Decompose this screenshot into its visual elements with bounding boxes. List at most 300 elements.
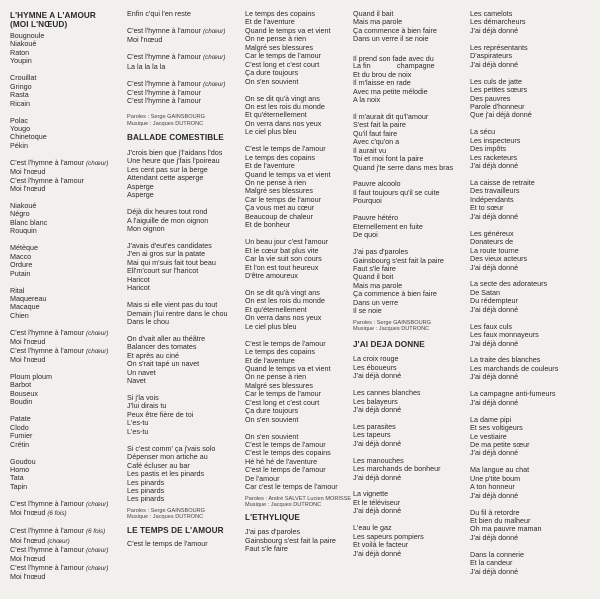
lyric-line: On d'vait aller au théâtre: [127, 333, 206, 343]
lyric-line: La caisse de retraite: [470, 178, 535, 187]
lyric-line: Les cent pas sur la berge: [127, 164, 208, 174]
lyric-line: Gringo: [10, 81, 32, 91]
lyric-line: Et ses voltigeurs: [470, 423, 523, 433]
lyric-line: Des travailleurs: [470, 186, 520, 196]
lyric-line: Et qu'éternellement: [245, 304, 307, 314]
column-4: [353, 10, 468, 558]
credit-music: Musique : Jacques DUTRONC: [127, 514, 204, 521]
lyric-line: De quoi: [353, 230, 378, 240]
stanza: [10, 202, 118, 236]
lyric-line: Ça commence à bien faire: [353, 289, 437, 299]
stanza: [353, 457, 468, 482]
lyric-line: Goudou: [10, 456, 36, 466]
column-1: [10, 10, 118, 582]
lyric-line: Gainsbourg s'est fait la paire: [245, 535, 336, 545]
lyric-line: Donateurs de: [470, 237, 514, 247]
lyric-line: Le vestiaire: [470, 431, 507, 441]
stanza: [353, 180, 468, 205]
lyric-line: Peux être fière de toi: [127, 409, 194, 419]
lyric-line: Moi l'nœud: [10, 184, 46, 194]
credit-lyrics: Paroles : Serge GAINSBOURG: [127, 114, 206, 121]
lyric-line: Quand le temps va et vient: [245, 169, 331, 179]
lyric-line: Dans un verre il se noie: [353, 34, 429, 44]
lyric-line: Il m'laisse en rade: [353, 78, 411, 88]
lyric-line: Niakoué: [10, 39, 37, 49]
stanza: [245, 340, 355, 425]
lyric-line: Dans la connerie: [470, 549, 524, 559]
lyric-line: Négro: [10, 209, 30, 219]
lyric-line: A l'aiguille de mon oignon: [127, 215, 209, 225]
lyric-line: Les éboueurs: [353, 362, 397, 372]
lyric-line: C'est le temps des copains: [245, 448, 331, 458]
credit-music: Musique : Jacques DUTRONC: [245, 502, 322, 509]
lyric-line: On verra dans nos yeux: [245, 313, 322, 323]
lyric-line: Moi l'nœud: [127, 35, 163, 45]
lyric-line: Les manouches: [353, 455, 404, 465]
lyric-line: Asperge: [127, 181, 154, 191]
lyric-line: Les pinards: [127, 486, 165, 495]
stanza: [353, 10, 468, 44]
lyric-line: C'est long et c'est court: [245, 59, 320, 69]
stanza: [470, 551, 595, 576]
lyric-line: Un navet: [127, 367, 156, 377]
lyric-line: C'est l'hymne à l'amour: [10, 175, 85, 185]
song-title-hymne: L'HYMNE A L'AMOUR: [10, 11, 96, 20]
lyric-line: C'est l'hymne à l'amour (6 fois): [10, 526, 106, 536]
lyric-line: Clodo: [10, 422, 29, 432]
credit-lyrics: Paroles : André SALVET Lucien MORISSE: [245, 495, 352, 502]
lyric-line: Macco: [10, 251, 32, 261]
stanza: [353, 113, 468, 172]
lyric-line: S'est fait la paire: [353, 120, 406, 130]
lyric-line: Et du brou de noix: [353, 69, 412, 79]
lyric-line: Chien: [10, 310, 29, 320]
lyric-line: C'est l'hymne à l'amour (chœur): [127, 25, 226, 35]
lyric-line: Fumier: [10, 431, 33, 441]
lyric-line: Moi l'nœud: [10, 355, 46, 365]
lyric-line: J'ai déjà donné: [470, 566, 519, 576]
lyric-line: De ma petite sœur: [470, 439, 530, 449]
lyric-line: J'ai déjà donné: [353, 548, 402, 558]
lyric-line: Hé hé hé de l'aventure: [245, 456, 318, 466]
stanza: [470, 466, 595, 500]
lyric-line: D'être amoureux: [245, 271, 298, 280]
stanza: [470, 179, 595, 221]
lyric-line: Haricot: [127, 274, 150, 284]
lyric-line: C'est l'hymne à l'amour (chœur): [10, 157, 109, 167]
lyric-line: De l'amour: [245, 473, 280, 483]
lyric-line: Le temps des copains: [245, 9, 315, 18]
lyric-line: C'est l'hymne à l'amour (chœur): [10, 545, 109, 554]
lyric-line: Mais si elle vient pas du tout: [127, 300, 218, 310]
refrain: [10, 329, 118, 365]
lyric-line: Patate: [10, 414, 31, 424]
lyric-line: La route tourne: [470, 245, 519, 255]
stanza: [127, 335, 239, 386]
lyric-line: C'est long et c'est court: [245, 397, 320, 407]
lyric-line: Qu'il faut faire: [353, 128, 398, 138]
song-title-deja-donne: J'AI DEJA DONNE: [353, 340, 425, 350]
stanza: [10, 32, 118, 66]
lyric-line: C'est le temps de l'amour: [245, 440, 326, 450]
stanza: [127, 301, 239, 326]
lyric-line: Moi l'nœud (chœur): [10, 535, 70, 545]
lyric-line: Les démarcheurs: [470, 17, 526, 27]
stanza: [10, 287, 118, 321]
lyric-line: Il prend son fade avec du: [353, 54, 434, 64]
song-subtitle-hymne: (MOI L'NŒUD): [10, 20, 68, 29]
lyric-line: Ploum ploum: [10, 372, 52, 381]
lyric-line: La dame pipi: [470, 414, 512, 424]
lyric-line: Et la candeur: [470, 558, 513, 568]
lyric-line: Les pinards: [127, 494, 165, 504]
lyric-line: Les pastis et les pinards: [127, 469, 205, 479]
stanza: [353, 423, 468, 448]
lyric-line: Demain j'lui rentre dans le chou: [127, 308, 228, 318]
lyric-line: La secte des adorateurs: [470, 279, 548, 289]
lyric-line: Le ciel plus bleu: [245, 321, 297, 331]
stanza: [353, 55, 468, 104]
lyric-line: Bouseux: [10, 388, 38, 398]
lyric-line: Polac: [10, 115, 28, 125]
lyric-line: Les petites sœurs: [470, 85, 528, 95]
stanza: [245, 95, 355, 137]
lyric-line: Ça dure toujours: [245, 68, 299, 78]
lyric-line: On s'en souvient: [245, 76, 299, 86]
stanza: [127, 208, 239, 233]
lyric-line: Café écluser au bar: [127, 460, 190, 470]
lyric-line: On s'en souvient: [245, 414, 299, 424]
lyric-line: Oh ma pauvre maman: [470, 524, 542, 534]
lyric-line: J'ai pas d'paroles: [353, 247, 409, 257]
lyric-line: L'es-tu: [127, 426, 149, 436]
lyric-line: Bougnoule: [10, 31, 45, 40]
lyric-line: Pauvre alcoolo: [353, 179, 401, 189]
lyric-line: C'est le temps de l'amour: [245, 338, 326, 348]
lyric-line: J'crois bien que j'l'aidans l'dos: [127, 147, 223, 157]
lyric-line: Parole d'honneur: [470, 101, 525, 111]
lyric-line: Chinetoque: [10, 132, 47, 142]
lyric-line: J'ai déjà donné: [353, 506, 402, 516]
lyric-line: J'avais d'eut'es candidates: [127, 240, 212, 250]
lyric-line: Balancer des tomates: [127, 342, 197, 352]
lyric-line: Et to sœur: [470, 203, 504, 213]
lyric-line: Si j'la vois: [127, 393, 159, 403]
stanza: [10, 458, 118, 492]
lyric-line: De Satan: [470, 287, 500, 297]
lyric-line: Maquereau: [10, 293, 47, 303]
lyric-line: Car la vie suit son cours: [245, 254, 322, 264]
credit-music: Musique : Jacques DUTRONC: [353, 325, 430, 332]
lyric-line: Des impôts: [470, 144, 506, 154]
stanza: [245, 433, 355, 492]
lyric-line: Tapin: [10, 481, 28, 491]
lyric-line: La fin: [353, 61, 371, 71]
stanza: [10, 373, 118, 407]
credit-lyrics: Paroles : Serge GAINSBOURG: [353, 319, 432, 326]
stanza: [470, 280, 595, 314]
stanza: [470, 356, 595, 381]
stanza: [470, 78, 595, 120]
lyric-line: Malgré ses blessures: [245, 42, 313, 52]
lyric-line: On est les rois du monde: [245, 296, 325, 306]
lyric-line: J'ai déjà donné: [470, 490, 519, 500]
lyric-line: Rasta: [10, 90, 29, 100]
stanza: [10, 415, 118, 449]
stanza: [353, 355, 468, 380]
lyric-line: Rouquin: [10, 226, 37, 236]
lyric-line: L'eau le gaz: [353, 523, 392, 533]
lyric-line: A ton honneur: [470, 482, 515, 492]
lyric-line: C'est l'hymne à l'amour: [127, 88, 202, 98]
lyric-line: C'est l'hymne à l'amour (chœur): [10, 345, 109, 355]
lyric-line: Ma langue au chat: [470, 465, 530, 475]
lyric-line: On ne pense à rien: [245, 34, 307, 44]
stanza: [10, 244, 118, 278]
lyric-line: Les tapeurs: [353, 430, 391, 440]
lyric-line: Les culs de jatte: [470, 76, 522, 86]
lyric-line: Malgré ses blessures: [245, 380, 313, 390]
lyric-line: Beaucoup de chaleur: [245, 211, 313, 221]
lyric-line: On ne pense à rien: [245, 372, 307, 382]
lyric-line: La vignette: [353, 489, 389, 499]
lyric-line: Niakoué: [10, 201, 37, 210]
stanza: [353, 524, 468, 558]
lyric-line: champagne: [397, 60, 435, 70]
lyric-line: Si c'est comm' ça j'vais solo: [127, 443, 216, 453]
lyric-line: Du rédempteur: [470, 296, 518, 306]
lyric-line: Putain: [10, 268, 31, 278]
lyric-line: On s'en souvient: [245, 431, 299, 441]
lyric-line: On s'rait tapé un navet: [127, 359, 200, 369]
lyric-line: Youpin: [10, 56, 32, 66]
stanza: [353, 389, 468, 414]
lyric-line: Pékin: [10, 140, 28, 150]
lyric-line: Une p'tite boum: [470, 473, 521, 483]
lyric-line: J'en ai gros sur la patate: [127, 249, 206, 259]
lyric-line: J'ai déjà donné: [353, 371, 402, 381]
lyric-line: On se dit qu'à vingt ans: [245, 287, 320, 297]
lyric-line: Pourquoi: [353, 196, 382, 206]
stanza: [470, 44, 595, 69]
stanza: [10, 74, 118, 108]
lyric-line: Moi l'nœud (6 fois): [10, 508, 67, 518]
lyric-line: Faut s'le faire: [245, 544, 288, 554]
credit-lyrics: Paroles : Serge GAINSBOURG: [127, 507, 206, 514]
stanza: [470, 230, 595, 272]
lyric-line: Attendant cette asperge: [127, 173, 204, 183]
lyric-line: Mais ma parole: [353, 17, 403, 27]
lyric-line: Quand il boit: [353, 272, 394, 282]
lyric-line: Car c'est le temps de l'amour: [245, 482, 338, 492]
lyric-line: Les généreux: [470, 228, 514, 238]
stanza: [470, 390, 595, 407]
lyric-line: Enfin c'qui l'en reste: [127, 9, 191, 18]
stanza: [245, 10, 355, 86]
lyric-line: La sécu: [470, 127, 496, 137]
lyric-line: Dépenser mon artiche au: [127, 452, 208, 462]
stanza: [353, 490, 468, 515]
lyric-line: C'est l'hymne à l'amour (chœur): [127, 78, 226, 88]
lyric-line: Les camelots: [470, 9, 513, 18]
lyric-line: Crétin: [10, 439, 30, 449]
lyric-line: Il m'aurait dit qu'l'amour: [353, 111, 429, 121]
lyric-line: J'ai déjà donné: [470, 262, 519, 272]
stanza: [470, 509, 595, 543]
lyric-line: D'aspirateurs: [470, 51, 513, 61]
stanza: [470, 416, 595, 458]
stanza: [353, 248, 468, 316]
lyric-line: J'ai déjà donné: [470, 59, 519, 69]
lyric-line: Et le téléviseur: [353, 497, 401, 507]
lyric-line: Ça dure toujours: [245, 406, 299, 416]
refrain: [10, 159, 118, 194]
lyric-line: Barbot: [10, 380, 32, 390]
lyric-line: Malgré ses blessures: [245, 186, 313, 196]
lyric-line: L'es-tu: [127, 418, 149, 428]
lyric-line: Et de bonheur: [245, 220, 291, 230]
lyric-line: Les inspecteurs: [470, 135, 521, 145]
lyric-line: Et qu'éternellement: [245, 110, 307, 120]
lyric-line: Rital: [10, 285, 25, 295]
lyric-line: Mais ma parole: [353, 280, 403, 290]
column-5: [470, 10, 595, 576]
column-2: [127, 10, 239, 548]
stanza: [127, 445, 239, 504]
lyric-line: Moi l'nœud: [10, 167, 46, 177]
lyric-line: Tata: [10, 473, 24, 483]
lyric-line: C'est le temps de l'amour: [245, 465, 326, 475]
lyric-line: Les faux monnayeurs: [470, 330, 539, 340]
lyric-line: Il se noie: [353, 306, 382, 316]
stanza: [470, 323, 595, 348]
refrain: [10, 500, 118, 582]
lyric-line: Moi l'nœud: [10, 572, 46, 582]
lyric-line: Métèque: [10, 243, 38, 253]
lyric-line: C'est le temps de l'amour: [127, 538, 208, 548]
lyric-line: Avec c'qu'on a: [353, 137, 400, 147]
lyric-line: C'est l'hymne à l'amour (chœur): [10, 327, 109, 337]
lyric-line: La campagne anti-fumeurs: [470, 389, 556, 399]
lyric-line: Mon oignon: [127, 224, 165, 234]
lyric-line: Les cannes blanches: [353, 388, 421, 398]
lyric-line: Du fil à retordre: [470, 507, 520, 517]
lyric-line: J'ai déjà donné: [470, 372, 519, 382]
stanza: [470, 128, 595, 170]
stanza: [127, 149, 239, 200]
credit-music: Musique : Jacques DUTRONC: [127, 120, 204, 127]
lyric-line: C'est le temps de l'amour: [245, 144, 326, 154]
column-3: [245, 10, 355, 554]
lyric-line: Déjà dix heures tout rond: [127, 207, 208, 217]
stanza: [127, 394, 239, 436]
lyric-line: Haricot: [127, 283, 150, 293]
lyric-line: Et le cœur bat plus vite: [245, 245, 319, 255]
lyric-line: J'ai déjà donné: [353, 438, 402, 448]
lyric-line: Des vieux acteurs: [470, 254, 528, 264]
stanza: [353, 214, 468, 239]
lyric-line: Les racketeurs: [470, 152, 518, 162]
lyric-line: Une heure que j'fais l'poireau: [127, 156, 220, 166]
lyric-line: J'lui dirais tu: [127, 401, 167, 411]
lyric-line: J'ai déjà donné: [353, 404, 402, 414]
lyric-line: La croix rouge: [353, 354, 399, 364]
lyric-line: Avec ma petite mélodie: [353, 86, 428, 96]
stanza: [245, 145, 355, 230]
stanza: [245, 238, 355, 280]
lyric-line: Dans un verre: [353, 297, 399, 307]
lyric-line: Quand j'te serre dans mes bras: [353, 162, 454, 172]
lyric-line: La la la la la: [127, 61, 166, 71]
lyric-line: On ne pense à rien: [245, 178, 307, 188]
lyric-line: Crouillat: [10, 73, 37, 83]
lyric-line: Yougo: [10, 123, 31, 133]
lyric-line: La traite des blanches: [470, 355, 541, 365]
song-title-ethylique: L'ETHYLIQUE: [245, 513, 300, 523]
lyric-line: J'ai déjà donné: [470, 304, 519, 314]
lyric-line: Ordure: [10, 260, 33, 270]
lyric-line: J'ai déjà donné: [470, 338, 519, 348]
lyric-line: Indépendants: [470, 194, 514, 204]
lyric-line: Gainsbourg s'est fait la paire: [353, 255, 444, 265]
lyric-line: Eternellement en fuite: [353, 221, 423, 231]
lyric-line: Pauvre hétéro: [353, 213, 399, 223]
lyric-line: Blanc blanc: [10, 217, 48, 227]
lyric-line: On est les rois du monde: [245, 101, 325, 111]
stanza: [245, 289, 355, 331]
lyric-line: Moi l'nœud: [10, 554, 46, 564]
lyric-line: Que j'ai déjà donné: [470, 110, 532, 120]
lyric-line: Mai qui m'suis fait tout beau: [127, 257, 216, 267]
lyric-line: J'ai déjà donné: [470, 25, 519, 35]
lyric-line: C'est l'hymne à l'amour (chœur): [127, 52, 226, 62]
lyric-line: Asperge: [127, 190, 154, 200]
lyric-line: Raton: [10, 47, 30, 57]
lyric-line: Dans le chou: [127, 316, 169, 326]
stanza: [10, 117, 118, 151]
lyric-line: Le temps des copains: [245, 347, 315, 357]
lyric-line: Ça commence à bien faire: [353, 25, 437, 35]
lyric-line: Toi et moi font la paire: [353, 154, 424, 164]
stanza: [127, 242, 239, 293]
lyric-line: Et après au ciné: [127, 350, 179, 360]
lyric-line: J'ai déjà donné: [470, 397, 519, 407]
song-title-ballade: BALLADE COMESTIBLE: [127, 132, 224, 142]
lyric-line: Et voilà le facteur: [353, 540, 409, 550]
lyric-line: Et de l'aventure: [245, 355, 295, 365]
lyric-line: Les marchands de bonheur: [353, 464, 441, 474]
lyric-line: Le temps des copains: [245, 152, 315, 162]
song-title-temps: LE TEMPS DE L'AMOUR: [127, 525, 224, 535]
lyric-line: C'est l'hymne à l'amour (chœur): [10, 562, 109, 572]
lyric-line: Faut s'le faire: [353, 263, 396, 273]
lyric-line: Homo: [10, 464, 30, 474]
lyric-line: Car le temps de l'amour: [245, 51, 322, 61]
lyric-line: Les balayeurs: [353, 396, 398, 406]
lyric-line: J'ai pas d'paroles: [245, 527, 301, 537]
lyric-line: J'ai déjà donné: [470, 448, 519, 458]
lyric-line: Boudin: [10, 397, 33, 407]
lyric-line: Les parasites: [353, 421, 396, 431]
lyric-line: Et bien du malheur: [470, 516, 531, 525]
lyric-line: On se dit qu'à vingt ans: [245, 93, 320, 103]
lyric-line: J'ai déjà donné: [470, 211, 519, 221]
lyric-line: Ell'm'court sur l'haricot: [127, 266, 199, 276]
lyric-line: C'est l'hymne à l'amour: [127, 96, 202, 106]
lyric-line: Les marchands de couleurs: [470, 363, 559, 373]
lyric-line: On verra dans nos yeux: [245, 118, 322, 128]
stanza: [470, 10, 595, 35]
